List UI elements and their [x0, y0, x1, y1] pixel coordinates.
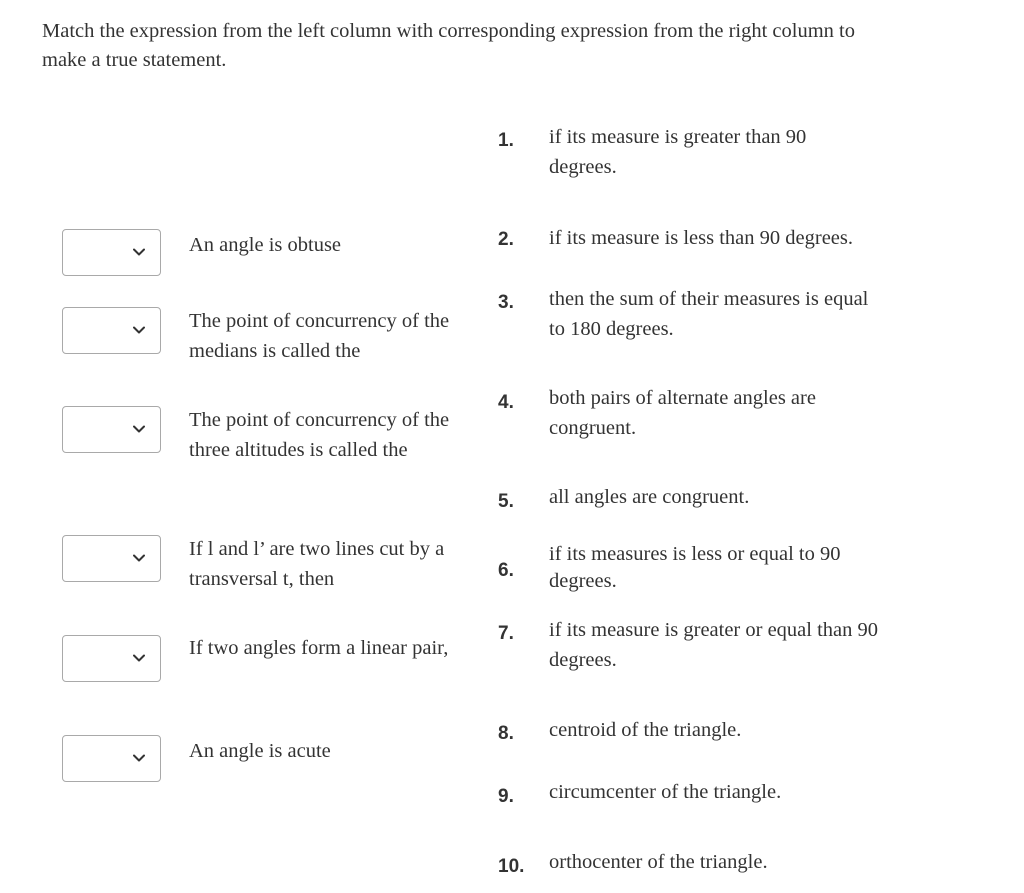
option-number: 2. — [498, 229, 514, 250]
option-number: 8. — [498, 723, 514, 744]
chevron-down-icon — [133, 248, 145, 256]
option-text: orthocenter of the triangle. — [549, 851, 768, 873]
option-number: 1. — [498, 130, 514, 151]
left-statement-4: If l and l’ are two lines cut by a transversal t, then — [189, 538, 445, 590]
option-text: centroid of the triangle. — [549, 719, 742, 741]
option-text: if its measure is greater than 90 degrees. — [549, 126, 807, 178]
option-text: if its measure is greater or equal than 90 degrees. — [549, 619, 879, 671]
option-number: 10. — [498, 856, 525, 877]
chevron-down-icon — [133, 326, 145, 334]
option-text: then the sum of their measures is equal to 180 degrees. — [549, 288, 869, 340]
option-text: if its measure is less than 90 degrees. — [549, 227, 854, 249]
option-number: 4. — [498, 392, 514, 413]
left-statement-5: If two angles form a linear pair, — [189, 637, 449, 659]
option-text: both pairs of alternate angles are congruent. — [549, 387, 816, 439]
chevron-down-icon — [133, 654, 145, 662]
match-select-6[interactable] — [62, 735, 161, 782]
option-text: if its measures is less or equal to 90 degrees. — [549, 543, 841, 592]
match-select-1[interactable] — [62, 229, 161, 276]
chevron-down-icon — [133, 425, 145, 433]
option-number: 6. — [498, 560, 514, 581]
match-select-3[interactable] — [62, 406, 161, 453]
chevron-down-icon — [133, 554, 145, 562]
match-select-4[interactable] — [62, 535, 161, 582]
match-select-2[interactable] — [62, 307, 161, 354]
option-number: 7. — [498, 623, 514, 644]
option-text: circumcenter of the triangle. — [549, 781, 782, 803]
left-statement-6: An angle is acute — [189, 740, 331, 762]
option-number: 9. — [498, 786, 514, 807]
option-number: 3. — [498, 292, 514, 313]
match-select-5[interactable] — [62, 635, 161, 682]
instructions: Match the expression from the left column with corresponding expression from the right column to make a true statement. — [42, 20, 855, 71]
option-text: all angles are congruent. — [549, 486, 750, 508]
left-statement-2: The point of concurrency of the medians is called the — [189, 310, 450, 362]
option-number: 5. — [498, 491, 514, 512]
chevron-down-icon — [133, 754, 145, 762]
left-statement-3: The point of concurrency of the three altitudes is called the — [189, 409, 450, 461]
left-statement-1: An angle is obtuse — [189, 234, 342, 256]
